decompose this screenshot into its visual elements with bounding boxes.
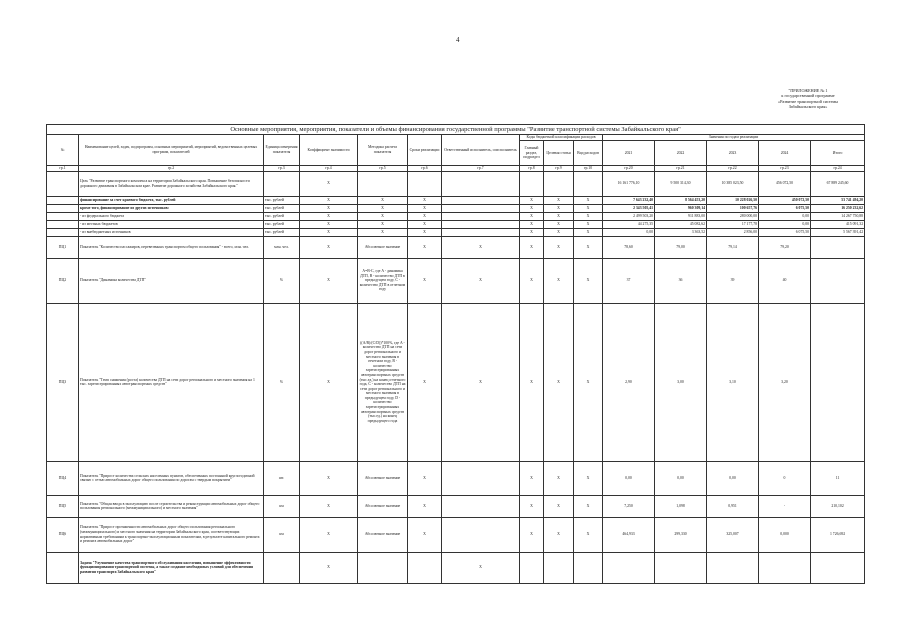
task-empty	[544, 552, 574, 583]
indicator-method: A=B-C, где A - динамика ДТП, B - количество ДТП в предыдущем году, C - количество ДТП в отчетном году	[358, 258, 408, 303]
indicator-razdel: X	[520, 236, 544, 258]
indicator-2022: 1,098	[655, 495, 707, 517]
goal-total: 67 889 245,60	[811, 171, 865, 196]
goal-2021: 16 161 776,10	[603, 171, 655, 196]
indicator-unit: %	[264, 303, 300, 461]
task-num	[47, 552, 79, 583]
fin-2021: 0,00	[603, 228, 655, 236]
indicator-exec	[442, 461, 520, 495]
fin-2023: 2 856,00	[707, 228, 759, 236]
header-2022: 2022	[655, 140, 707, 165]
fin-razdel: X	[520, 212, 544, 220]
indicator-unit: млн. чел.	[264, 236, 300, 258]
indicator-unit: км	[264, 517, 300, 552]
fin-exec	[442, 204, 520, 212]
indicator-coef: X	[300, 461, 358, 495]
indicator-razdel: X	[520, 517, 544, 552]
fin-term: X	[408, 212, 442, 220]
indicator-2023: 3,10	[707, 303, 759, 461]
financing-row	[47, 228, 865, 236]
fin-2023: 100 657,76	[707, 204, 759, 212]
fin-unit: тыс. рублей	[264, 212, 300, 220]
fin-2022: 45 082,62	[655, 220, 707, 228]
task-empty	[811, 552, 865, 583]
fin-2021: 7 643 232,40	[603, 196, 655, 204]
indicator-2023: 79,14	[707, 236, 759, 258]
fin-2024: 6 075,50	[759, 204, 811, 212]
fin-total: 16 250 232,62	[811, 204, 865, 212]
indicator-exec	[442, 517, 520, 552]
fin-2024: 0,00	[759, 220, 811, 228]
indicator-term: X	[408, 461, 442, 495]
indicator-method: Абсолютное значение	[358, 236, 408, 258]
indicator-name: Показатель "Динамика количества ДТП"	[79, 258, 264, 303]
indicator-name: Показатель "Количество пассажиров, перевезенных транспортом общего пользования" - всего, млн. чел.	[79, 236, 264, 258]
fin-article: X	[544, 196, 574, 204]
header-razdel: Главный раздел, подраздел	[520, 140, 544, 165]
indicator-row	[47, 303, 865, 461]
indicator-name: Показатель "Прирост протяженности автомобильных дорог общего пользования регионального (межмуниципального) и местного значения на территории Забайкальского края, соответствующих нормативным требованиям к транспортно-эксплуатационным показателям, в результате капитального ремонта и ремонта автомобильных дорог"	[79, 517, 264, 552]
indicator-row	[47, 236, 865, 258]
task-method	[358, 552, 408, 583]
task-exec: X	[442, 552, 520, 583]
indicator-2021: 0,00	[603, 461, 655, 495]
appendix-note	[748, 88, 868, 109]
fin-total: 5 567 391,42	[811, 228, 865, 236]
fin-method: X	[358, 220, 408, 228]
fin-method: X	[358, 204, 408, 212]
indicator-num: ПЦ4	[47, 461, 79, 495]
column-number: гр.6	[408, 166, 442, 172]
header-2024: 2024	[759, 140, 811, 165]
indicator-exp: X	[574, 258, 603, 303]
indicator-total	[811, 258, 865, 303]
indicator-exec	[442, 495, 520, 517]
header-budget-codes: Коды бюджетной классификации расходов	[520, 135, 603, 141]
fin-method: X	[358, 196, 408, 204]
goal-method	[358, 171, 408, 196]
fin-2021: 2 343 505,41	[603, 204, 655, 212]
fin-razdel: X	[520, 196, 544, 204]
header-term: Сроки реализации	[408, 135, 442, 166]
appendix-line: «Развитие транспортной системы	[778, 98, 838, 104]
column-number: гр.23	[759, 166, 811, 172]
indicator-2023: 39	[707, 258, 759, 303]
task-coef: X	[300, 552, 358, 583]
indicator-exec: X	[442, 258, 520, 303]
fin-unit: тыс. рублей	[264, 220, 300, 228]
fin-unit: тыс. рублей	[264, 196, 300, 204]
indicator-total	[811, 303, 865, 461]
fin-coef: X	[300, 228, 358, 236]
indicator-method: Абсолютное значение	[358, 495, 408, 517]
page-number: 4	[456, 36, 460, 44]
fin-2024: 450 072,50	[759, 196, 811, 204]
indicator-term: X	[408, 303, 442, 461]
header-coef: Коэффициент значимости	[300, 135, 358, 166]
appendix-line: к государственной программе	[781, 93, 835, 99]
fin-article: X	[544, 204, 574, 212]
fin-coef: X	[300, 204, 358, 212]
indicator-method: Абсолютное значение	[358, 517, 408, 552]
indicator-2022: 79,00	[655, 236, 707, 258]
indicator-article: X	[544, 258, 574, 303]
goal-2022: 9 500 314,30	[655, 171, 707, 196]
column-number: гр.24	[811, 166, 865, 172]
fin-num	[47, 220, 79, 228]
header-exec: Ответственный исполнитель, соисполнитель	[442, 135, 520, 166]
column-number: гр.2	[79, 166, 264, 172]
indicator-term: X	[408, 495, 442, 517]
indicator-article: X	[544, 495, 574, 517]
indicator-article: X	[544, 461, 574, 495]
fin-unit: тыс. рублей	[264, 228, 300, 236]
indicator-exec: X	[442, 303, 520, 461]
indicator-coef: X	[300, 303, 358, 461]
indicator-total: 11	[811, 461, 865, 495]
indicator-coef: X	[300, 495, 358, 517]
goal-exp	[574, 171, 603, 196]
task-empty	[759, 552, 811, 583]
fin-term: X	[408, 204, 442, 212]
indicator-term: X	[408, 258, 442, 303]
goal-term	[408, 171, 442, 196]
column-number: гр.1	[47, 166, 79, 172]
fin-exp: X	[574, 212, 603, 220]
fin-2024: 6 075,50	[759, 228, 811, 236]
financing-row	[47, 220, 865, 228]
program-table	[46, 124, 865, 584]
task-empty	[707, 552, 759, 583]
fin-2023: 280 000,00	[707, 212, 759, 220]
fin-name: - из федерального бюджета	[79, 212, 264, 220]
indicator-2023: 0,00	[707, 461, 759, 495]
indicator-2022: 0,00	[655, 461, 707, 495]
fin-exp: X	[574, 228, 603, 236]
indicator-exp: X	[574, 461, 603, 495]
fin-2022: 911 883,00	[655, 212, 707, 220]
goal-2024: 456 072,50	[759, 171, 811, 196]
indicator-name: Показатель "Темп снижения (роста) количества ДТП на сети дорог регионального и местного значения на 1 тыс. зарегистрированных автотранспортных средств"	[79, 303, 264, 461]
task-empty	[520, 552, 544, 583]
goal-unit	[264, 171, 300, 196]
goal-exec	[442, 171, 520, 196]
fin-exec	[442, 220, 520, 228]
fin-coef: X	[300, 196, 358, 204]
fin-total: 53 741 494,20	[811, 196, 865, 204]
indicator-total	[811, 236, 865, 258]
header-article: Целевая статья	[544, 140, 574, 165]
indicator-2024: 3,20	[759, 303, 811, 461]
column-number: гр.9	[544, 166, 574, 172]
fin-unit: тыс. рублей	[264, 204, 300, 212]
fin-num	[47, 212, 79, 220]
fin-2024: 0,00	[759, 212, 811, 220]
header-exp-type: Вид расходов	[574, 140, 603, 165]
indicator-2021: 7,250	[603, 495, 655, 517]
indicator-num: ПЦ3	[47, 303, 79, 461]
fin-method: X	[358, 212, 408, 220]
column-number: гр.22	[707, 166, 759, 172]
fin-2021: 2 499 503,20	[603, 212, 655, 220]
indicator-2023: 325,007	[707, 517, 759, 552]
indicator-article: X	[544, 303, 574, 461]
indicator-razdel: X	[520, 258, 544, 303]
indicator-row	[47, 495, 865, 517]
indicator-unit: %	[264, 258, 300, 303]
fin-2021: 44 275,35	[603, 220, 655, 228]
fin-term: X	[408, 196, 442, 204]
fin-name: - из местных бюджетов	[79, 220, 264, 228]
goal-num	[47, 171, 79, 196]
goal-text: Цель "Развитие транспортного комплекса на территории Забайкальского края. Повышение безопасности дорожного движения в Забайкальском крае. Развитие дорожного хозяйства Забайкальского края."	[79, 171, 264, 196]
fin-2022: 8 564 453,20	[655, 196, 707, 204]
indicator-2021: 78,60	[603, 236, 655, 258]
goal-coef: X	[300, 171, 358, 196]
indicator-term: X	[408, 236, 442, 258]
column-number: гр.3	[264, 166, 300, 172]
indicator-coef: X	[300, 517, 358, 552]
header-num: №	[47, 135, 79, 166]
financing-row	[47, 196, 865, 204]
indicator-name: Показатель "Общая ввода в эксплуатацию после строительства и реконструкции автомобильных дорог общего пользования регионального (межмуниципального) и местного значения"	[79, 495, 264, 517]
fin-exp: X	[574, 196, 603, 204]
indicator-2023: 0,951	[707, 495, 759, 517]
fin-name: - из внебюджетных источников	[79, 228, 264, 236]
fin-2023: 10 228 026,50	[707, 196, 759, 204]
indicator-row	[47, 461, 865, 495]
financing-row	[47, 212, 865, 220]
header-2021: 2021	[603, 140, 655, 165]
header-method: Методика расчета показателя	[358, 135, 408, 166]
indicator-2024: -	[759, 495, 811, 517]
fin-article: X	[544, 228, 574, 236]
indicator-exp: X	[574, 495, 603, 517]
indicator-num: ПЦ5	[47, 495, 79, 517]
header-total: Итого	[811, 140, 865, 165]
goal-razdel	[520, 171, 544, 196]
task-empty	[574, 552, 603, 583]
fin-term: X	[408, 228, 442, 236]
indicator-term: X	[408, 517, 442, 552]
indicator-article: X	[544, 517, 574, 552]
task-unit	[264, 552, 300, 583]
fin-exec	[442, 228, 520, 236]
header-name: Наименование целей, задач, подпрограмм, основных мероприятий, мероприятий, ведомственных целевых программ, показателей	[79, 135, 264, 166]
header-unit: Единица измерения показателя	[264, 135, 300, 166]
indicator-article: X	[544, 236, 574, 258]
indicator-unit: км	[264, 495, 300, 517]
fin-coef: X	[300, 212, 358, 220]
appendix-line: Забайкальского края»	[788, 103, 828, 109]
header-2023: 2023	[707, 140, 759, 165]
task-row	[47, 552, 865, 583]
fin-article: X	[544, 212, 574, 220]
indicator-num: ПЦ2	[47, 258, 79, 303]
goal-article	[544, 171, 574, 196]
fin-total: 14 267 750,88	[811, 212, 865, 220]
column-number: гр.8	[520, 166, 544, 172]
financing-row	[47, 204, 865, 212]
indicator-total: 1 726,692	[811, 517, 865, 552]
fin-num	[47, 228, 79, 236]
task-empty	[603, 552, 655, 583]
indicator-exec: X	[442, 236, 520, 258]
indicator-coef: X	[300, 258, 358, 303]
column-number: гр.20	[603, 166, 655, 172]
indicator-2024: 40	[759, 258, 811, 303]
fin-2022: 960 309,14	[655, 204, 707, 212]
indicator-2024: 0,000	[759, 517, 811, 552]
fin-2023: 17 177,78	[707, 220, 759, 228]
fin-exec	[442, 196, 520, 204]
fin-num	[47, 196, 79, 204]
indicator-razdel: X	[520, 303, 544, 461]
indicator-exp: X	[574, 303, 603, 461]
indicator-row	[47, 258, 865, 303]
indicator-exp: X	[574, 517, 603, 552]
column-number: гр.4	[300, 166, 358, 172]
indicator-2021: 2,90	[603, 303, 655, 461]
column-number: гр.21	[655, 166, 707, 172]
task-empty	[655, 552, 707, 583]
indicator-2021: 37	[603, 258, 655, 303]
fin-method: X	[358, 228, 408, 236]
fin-exec	[442, 212, 520, 220]
indicator-2022: 3,00	[655, 303, 707, 461]
indicator-method: ((A/B)/(C/D))*100%, где A - количество ДТП на сети дорог регионального и местного значения в отчетном году, B - количество зарегистрированных автотранспортных средств (тыс.ед.) на конец отчетного года, C - количество ДТП на сети дорог регионального и местного значения в предыдущем году, D - количество зарегистрированных автотранспортных средств (тыс.ед.) на конец предыдущего года	[358, 303, 408, 461]
column-number: гр.10	[574, 166, 603, 172]
indicator-razdel: X	[520, 461, 544, 495]
indicator-2022: 299,330	[655, 517, 707, 552]
column-number: гр.5	[358, 166, 408, 172]
indicator-2024: 79,20	[759, 236, 811, 258]
header-values: Значения по годам реализации	[603, 135, 865, 141]
fin-article: X	[544, 220, 574, 228]
fin-total: 415 091,32	[811, 220, 865, 228]
indicator-coef: X	[300, 236, 358, 258]
indicator-row	[47, 517, 865, 552]
indicator-exp: X	[574, 236, 603, 258]
indicator-2024: 0	[759, 461, 811, 495]
indicator-num: ПЦ1	[47, 236, 79, 258]
fin-razdel: X	[520, 228, 544, 236]
fin-term: X	[408, 220, 442, 228]
indicator-2022: 36	[655, 258, 707, 303]
indicator-total: 210,102	[811, 495, 865, 517]
task-term	[408, 552, 442, 583]
fin-name: финансирование за счет краевого бюджета, тыс. рублей	[79, 196, 264, 204]
fin-razdel: X	[520, 204, 544, 212]
appendix-line: "ПРИЛОЖЕНИЕ № 1	[788, 88, 828, 93]
fin-exp: X	[574, 220, 603, 228]
fin-exp: X	[574, 204, 603, 212]
indicator-razdel: X	[520, 495, 544, 517]
indicator-2021: 464,933	[603, 517, 655, 552]
task-text: Задача "Улучшение качества транспортного обслуживания населения, повышение эффективности функционирования транспортной системы, а также создание необходимых условий для обеспечения развития транспорта Забайкальского края"	[79, 552, 264, 583]
fin-2022: 3 363,52	[655, 228, 707, 236]
indicator-method: Абсолютное значение	[358, 461, 408, 495]
fin-name: кроме того, финансирование из других источников:	[79, 204, 264, 212]
fin-razdel: X	[520, 220, 544, 228]
indicator-num: ПЦ6	[47, 517, 79, 552]
fin-num	[47, 204, 79, 212]
table-title: Основные мероприятия, мероприятия, показатели и объемы финансирования государственной программы "Развитие транспортной системы Забайкальского края"	[47, 125, 865, 135]
goal-2023: 10 385 023,50	[707, 171, 759, 196]
indicator-name: Показатель "Прирост количества сельских населенных пунктов, обеспеченных постоянной круглогодичной связью с сетью автомобильных дорог общего пользования по дорогам с твердым покрытием"	[79, 461, 264, 495]
indicator-unit: шт.	[264, 461, 300, 495]
column-number: гр.7	[442, 166, 520, 172]
fin-coef: X	[300, 220, 358, 228]
